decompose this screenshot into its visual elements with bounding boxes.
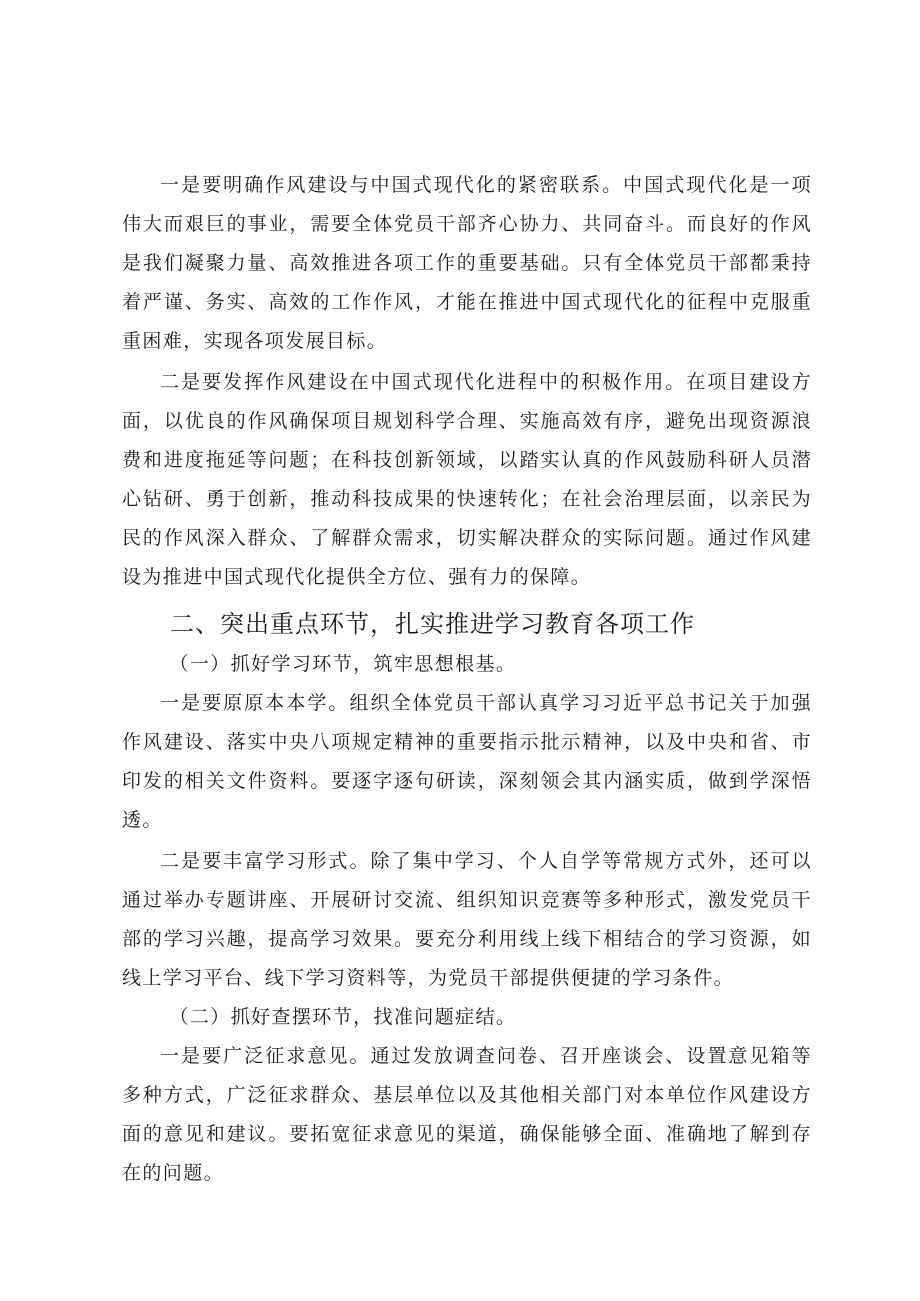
- paragraph-5: 一是要广泛征求意见。通过发放调查问卷、召开座谈会、设置意见箱等多种方式，广泛征求群众、基层单位以及其他相关部门对本单位作风建设方面的意见和建议。要拓宽征求意见的渠道，确保能够全面、准确地了解到存在的问题。: [122, 1045, 812, 1184]
- section-heading: 二、突出重点环节，扎实推进学习教育各项工作: [170, 610, 695, 638]
- paragraph-4: 二是要丰富学习形式。除了集中学习、个人自学等常规方式外，还可以通过举办专题讲座、开展研讨交流、组织知识竞赛等多种形式，激发党员干部的学习兴趣，提高学习效果。要充分利用线上线下相结合的学习资源，如线上学习平台、线下学习资料等，为党员干部提供便捷的学习条件。: [122, 850, 812, 989]
- paragraph-2: 二是要发挥作风建设在中国式现代化进程中的积极作用。在项目建设方面，以优良的作风确保项目规划科学合理、实施高效有序，避免出现资源浪费和进度拖延等问题；在科技创新领域，以踏实认真的作风鼓励科研人员潜心钻研、勇于创新，推动科技成果的快速转化；在社会治理层面，以亲民为民的作风深入群众、了解群众需求，切实解决群众的实际问题。通过作风建设为推进中国式现代化提供全方位、强有力的保障。: [122, 371, 812, 588]
- subsection-heading-1: （一）抓好学习环节，筑牢思想根基。: [169, 653, 517, 675]
- paragraph-1: 一是要明确作风建设与中国式现代化的紧密联系。中国式现代化是一项伟大而艰巨的事业，需要全体党员干部齐心协力、共同奋斗。而良好的作风是我们凝聚力量、高效推进各项工作的重要基础。只有全体党员干部都秉持着严谨、务实、高效的工作作风，才能在推进中国式现代化的征程中克服重重困难，实现各项发展目标。: [122, 174, 812, 352]
- paragraph-3: 一是要原原本本学。组织全体党员干部认真学习习近平总书记关于加强作风建设、落实中央八项规定精神的重要指示批示精神，以及中央和省、市印发的相关文件资料。要逐字逐句研读，深刻领会其内涵实质，做到学深悟透。: [122, 692, 812, 831]
- document-body: [122, 166, 812, 1193]
- subsection-heading-2: （二）抓好查摆环节，找准问题症结。: [169, 1006, 517, 1028]
